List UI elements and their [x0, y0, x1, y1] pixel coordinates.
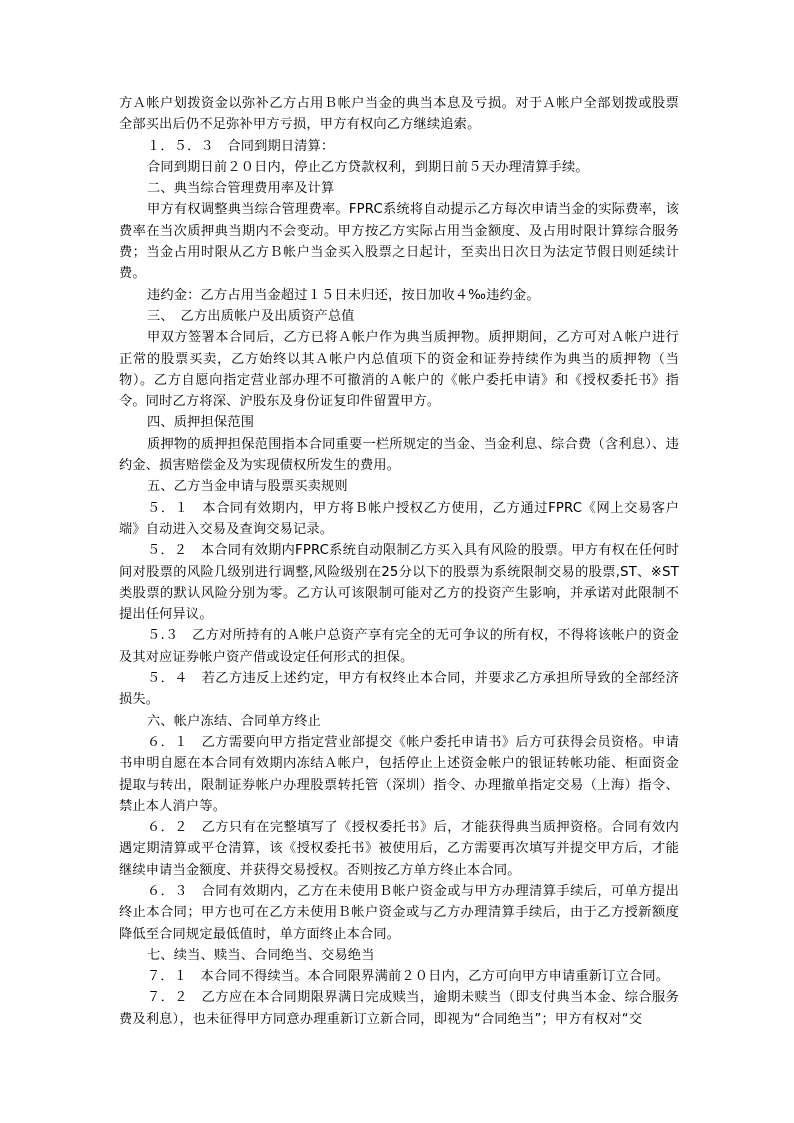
- paragraph: １．５．３ 合同到期日清算：: [147, 138, 335, 154]
- paragraph: ６．３ 合同有效期内，乙方在未使用Ｂ帐户资金或与甲方办理清算手续后，可单方提出终止本合同；甲方也可在乙方未使用Ｂ帐户资金或与乙方办理清算手续后，由于乙方授新额度降低至合同规定最低值时，单方面终止本合同。: [119, 883, 679, 942]
- paragraph: ５．４ 若乙方违反上述约定，甲方有权终止本合同，并要求乙方承担所导致的全部经济损失。: [119, 671, 679, 708]
- paragraph: 三、 乙方出质帐户及出质资产总值: [147, 308, 355, 324]
- paragraph: 合同到期日前２０日内，停止乙方贷款权利，到期日前５天办理清算手续。: [147, 159, 589, 175]
- paragraph: ５.３ 乙方对所持有的Ａ帐户总资产享有完全的无可争议的所有权，不得将该帐户的资金及其对应证券帐户资产借或设定任何形式的担保。: [119, 628, 679, 665]
- paragraph: 五、乙方当金申请与股票买卖规则: [147, 479, 348, 495]
- paragraph: ５．１ 本合同有效期内，甲方将Ｂ帐户授权乙方使用，乙方通过FPRC《网上交易客户端》自动进入交易及查询交易记录。: [119, 500, 679, 537]
- paragraph: 违约金：乙方占用当金超过１５日未归还，按日加收４‰违约金。: [147, 287, 540, 303]
- paragraph: 四、质押担保范围: [147, 415, 255, 431]
- paragraph: 二、典当综合管理费用率及计算: [147, 181, 335, 197]
- paragraph: ６．２ 乙方只有在完整填写了《授权委托书》后，才能获得典当质押资格。合同有效内遇定期清算或平仓清算，该《授权委托书》被使用后，乙方需要再次填写并提交甲方后，才能继续申请当金额度、并获得交易授权。否则按乙方单方终止本合同。: [119, 820, 679, 878]
- paragraph: 甲双方签署本合同后，乙方已将Ａ帐户作为典当质押物。质押期间，乙方可对Ａ帐户进行正常的股票买卖，乙方始终以其Ａ帐户内总值项下的资金和证券持续作为典当的质押物（当物）。乙方自愿向指定营业部办理不可撤消的Ａ帐户的《帐户委托申请》和《授权委托书》指令。同时乙方将深、沪股东及身份证复印件留置甲方。: [119, 330, 679, 410]
- document-body: [119, 93, 679, 1030]
- paragraph: ６．１ 乙方需要向甲方指定营业部提交《帐户委托申请书》后方可获得会员资格。申请书申明自愿在本合同有效期内冻结Ａ帐户，包括停止上述资金帐户的银证转帐功能、柜面资金提取与转出，限制证券帐户办理股票转托管（深圳）指令、办理撤单指定交易（上海）指令、禁止本人消户等。: [119, 734, 679, 814]
- paragraph: 方Ａ帐户划拨资金以弥补乙方占用Ｂ帐户当金的典当本息及亏损。对于Ａ帐户全部划拨或股票全部买出后仍不足弥补甲方亏损，甲方有权向乙方继续追索。: [119, 96, 679, 133]
- paragraph: 七、续当、赎当、合同绝当、交易绝当: [147, 947, 375, 963]
- paragraph: 质押物的质押担保范围指本合同重要一栏所规定的当金、当金利息、综合费（含利息）、违约金、损害赔偿金及为实现债权所发生的费用。: [119, 436, 679, 474]
- paragraph: 六、帐户冻结、合同单方终止: [147, 713, 322, 729]
- paragraph: ５．２ 本合同有效期内FPRC系统自动限制乙方买入具有风险的股票。甲方有权在任何时间对股票的风险几级别进行调整,风险级别在25分以下的股票为系统限制交易的股票,ST、※ST类股票的默认风险分别为零。乙方认可该限制可能对乙方的投资产生影响，并承诺对此限制不提出任何异议。: [119, 543, 679, 623]
- paragraph: 甲方有权调整典当综合管理费率。FPRC系统将自动提示乙方每次申请当金的实际费率，该费率在当次质押典当期内不会变动。甲方按乙方实际占用当金额度、及占用时限计算综合服务费；当金占用时限从乙方Ｂ帐户当金买入股票之日起计，至卖出日次日为法定节假日则延续计费。: [119, 202, 679, 282]
- paragraph: ７．１ 本合同不得续当。本合同限界满前２０日内，乙方可向甲方申请重新订立合同。: [147, 969, 670, 985]
- paragraph: ７．２ 乙方应在本合同期限界满日完成赎当，逾期未赎当（即支付典当本金、综合服务费及利息），也未征得甲方同意办理重新订立新合同，即视为“合同绝当”；甲方有权对“交: [119, 990, 679, 1027]
